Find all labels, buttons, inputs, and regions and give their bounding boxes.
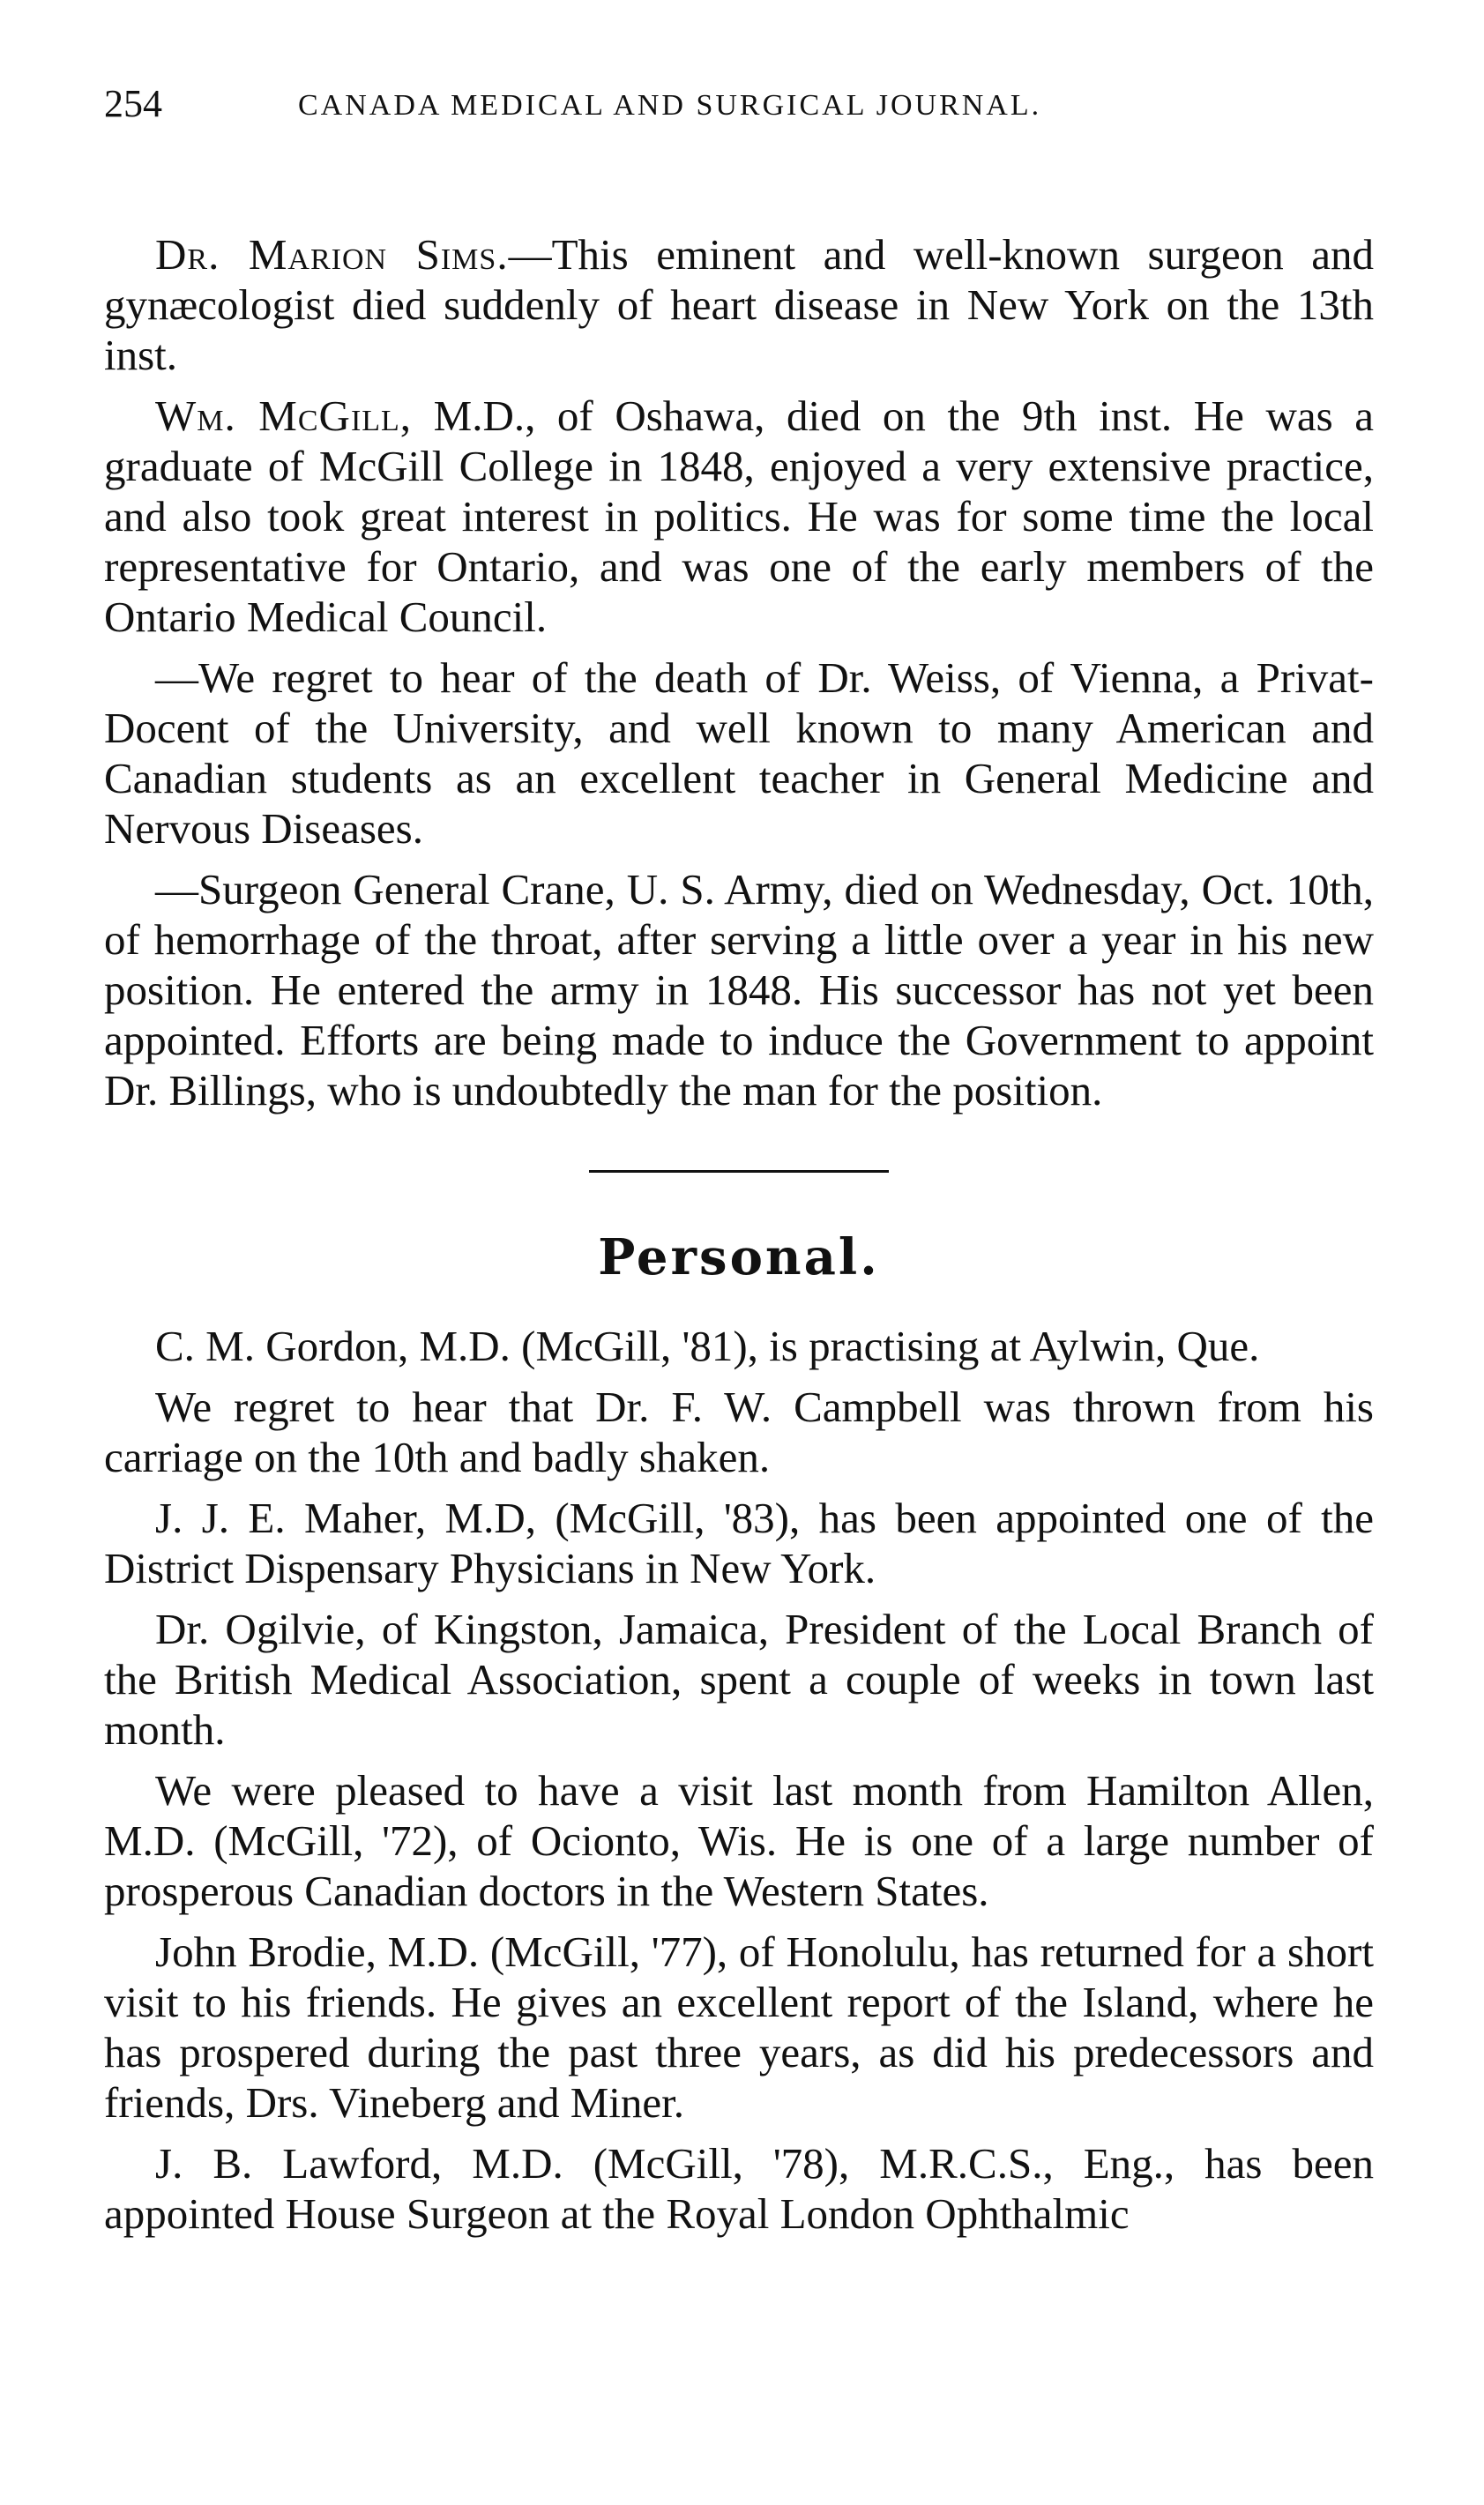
obituary-lead: Wm. McGill, [155, 391, 413, 440]
obituary-text: —This eminent and well-known surgeon and gynæcologist died suddenly of heart disease in New York on the 13th inst. [104, 230, 1374, 379]
personal-item: C. M. Gordon, M.D. (McGill, '81), is practising at Aylwin, Que. [155, 1322, 1260, 1370]
section-divider [589, 1170, 889, 1173]
obituary-paragraph [104, 652, 1374, 854]
personal-section [104, 1321, 1374, 2239]
running-head [104, 78, 1374, 130]
obituary-paragraph [104, 229, 1374, 380]
obituary-paragraph [104, 391, 1374, 642]
journal-page [104, 78, 1374, 2249]
personal-item: Dr. Ogilvie, of Kingston, Jamaica, President of the Local Branch of the British Medical Association, spent a couple of weeks in town last month. [104, 1605, 1374, 1754]
obituary-section [104, 229, 1374, 1115]
obituary-text: M.D., of Oshawa, died on the 9th inst. He was a graduate of McGill College in 1848, enjoyed a very extensive practice, and also took great interest in politics. He was for some time the local representative for Ontario, and was one of the early members of the Ontario Medical Council. [104, 391, 1374, 641]
obituary-paragraph [104, 864, 1374, 1115]
obituary-lead: Dr. Marion Sims. [155, 230, 509, 279]
personal-item: J. B. Lawford, M.D. (McGill, '78), M.R.C.S., Eng., has been appointed House Surgeon at the Royal London Ophthalmic [104, 2139, 1374, 2238]
personal-item: John Brodie, M.D. (McGill, '77), of Honolulu, has returned for a short visit to his friends. He gives an excellent report of the Island, where he has prospered during the past three years, as did his predecessors and friends, Drs. Vineberg and Miner. [104, 1927, 1374, 2127]
obituary-text: —Surgeon General Crane, U. S. Army, died on Wednesday, Oct. 10th, of hemorrhage of the throat, after serving a little over a year in his new position. He entered the army in 1848. His successor has not yet been appointed. Efforts are being made to induce the Government to appoint Dr. Billings, who is undoubtedly the man for the position. [104, 865, 1374, 1115]
personal-heading: Personal. [598, 1228, 880, 1286]
page-number: 254 [104, 82, 162, 125]
personal-item: We regret to hear that Dr. F. W. Campbell was thrown from his carriage on the 10th and badly shaken. [104, 1383, 1374, 1481]
journal-title: CANADA MEDICAL AND SURGICAL JOURNAL. [298, 89, 1042, 122]
personal-item: J. J. E. Maher, M.D, (McGill, '83), has been appointed one of the District Dispensary Physicians in New York. [104, 1494, 1374, 1592]
obituary-text: —We regret to hear of the death of Dr. Weiss, of Vienna, a Privat-Docent of the University, and well known to many American and Canadian students as an excellent teacher in General Medicine and Nervous Diseases. [104, 653, 1374, 853]
personal-item: We were pleased to have a visit last month from Hamilton Allen, M.D. (McGill, '72), of Ocionto, Wis. He is one of a large number of prosperous Canadian doctors in the Western States. [104, 1766, 1374, 1915]
